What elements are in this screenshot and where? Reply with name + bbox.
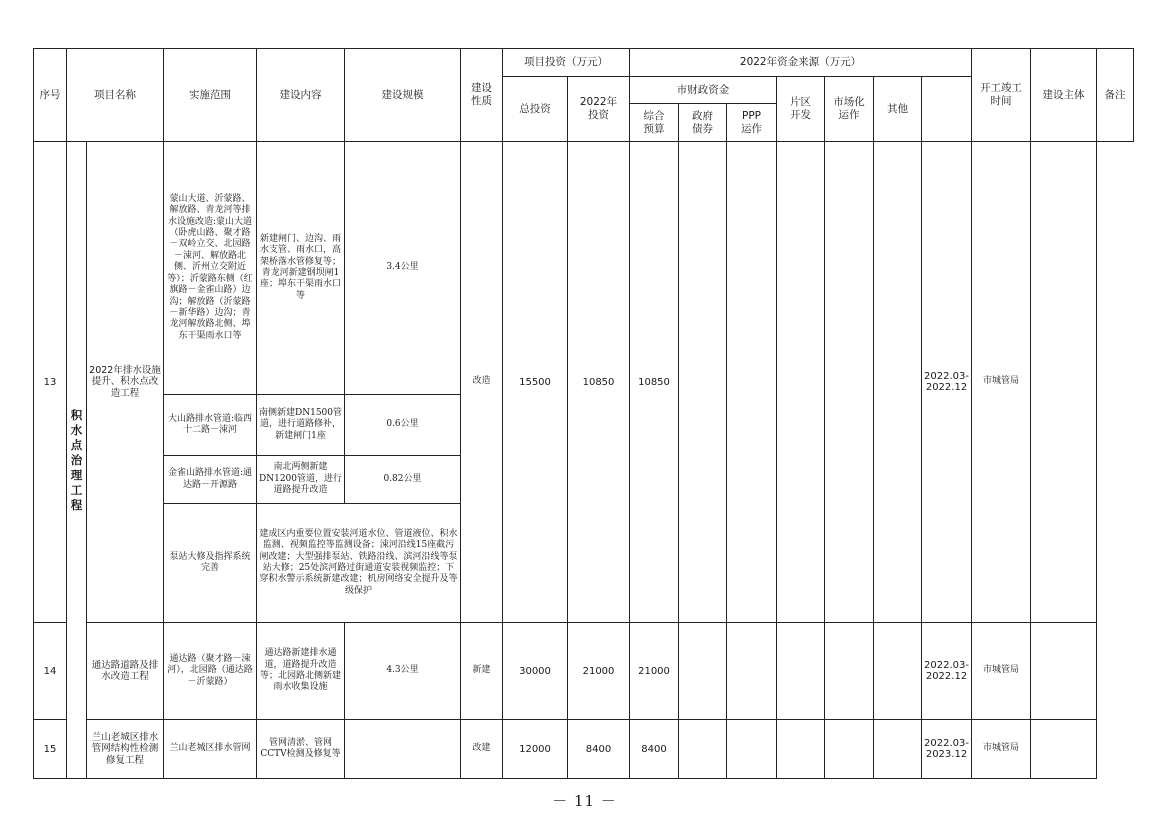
row-14-scope: 通达路（聚才路－涑河），北园路（通达路－沂蒙路）: [164, 623, 257, 720]
row-14-other: [874, 623, 922, 720]
header-total-investment: 总投资: [503, 77, 568, 142]
row-14-market: [825, 623, 874, 720]
row-13-market: [825, 142, 874, 623]
row-15-budget: 8400: [630, 720, 679, 779]
row-13-scale-3: 0.82公里: [345, 456, 461, 504]
header-budget: 综合 预算: [630, 104, 679, 142]
header-city-funds: 市财政资金: [630, 77, 777, 104]
row-15-seq: 15: [34, 720, 67, 779]
header-nature: 建设 性质: [461, 49, 503, 142]
page-number: － 11 －: [552, 792, 617, 810]
row-13-remark: [1031, 142, 1097, 623]
row-14-total: 30000: [503, 623, 568, 720]
row-15-market: [825, 720, 874, 779]
row-13-district: [777, 142, 825, 623]
row-13-2022-investment: 10850: [568, 142, 630, 623]
row-15-scale: [345, 720, 461, 779]
row-15-total: 12000: [503, 720, 568, 779]
row-15-name: 兰山老城区排水管网结构性检测修复工程: [87, 720, 164, 779]
header-scale: 建设规模: [345, 49, 461, 142]
row-15-owner: 市城管局: [972, 720, 1031, 779]
row-13-content-1: 新建闸门、边沟、雨水支管、雨水口，高架桥落水管修复等；青龙河新建钢坝闸1座；埠东干渠雨水口等: [257, 142, 345, 395]
row-13-scope-3: 金雀山路排水管道:通达路－开源路: [164, 456, 257, 504]
header-other: 其他: [874, 77, 922, 142]
row-13-scope-1: 蒙山大道、沂蒙路、解放路、青龙河等排水设施改造:蒙山大道（卧虎山路、聚才路－双岭立交、北园路－涑河、解放路北侧、沂州立交附近等）；沂蒙路东侧（红旗路－金雀山路）边沟；解放路（沂蒙路－新华路）边沟；青龙河解放路北侧、埠东干渠雨水口等: [164, 142, 257, 395]
header-remark: 备注: [1097, 49, 1134, 142]
row-15-ppp: [727, 720, 777, 779]
header-bond: 政府 债券: [679, 104, 727, 142]
row-14-name: 通达路道路及排水改造工程: [87, 623, 164, 720]
header-funding-group: 2022年资金来源（万元）: [630, 49, 972, 77]
header-market: 市场化 运作: [825, 77, 874, 142]
row-13-ppp: [727, 142, 777, 623]
header-schedule: 开工竣工 时间: [972, 49, 1031, 142]
row-13-budget: 10850: [630, 142, 679, 623]
row-13-total: 15500: [503, 142, 568, 623]
row-14-content: 通达路新建排水通道，道路提升改造等；北园路北侧新建雨水收集设施: [257, 623, 345, 720]
row-13-owner: 市城管局: [972, 142, 1031, 623]
row-15-schedule: 2022.03- 2023.12: [922, 720, 972, 779]
row-14-owner: 市城管局: [972, 623, 1031, 720]
row-14-2022-investment: 21000: [568, 623, 630, 720]
header-2022-investment: 2022年 投资: [568, 77, 630, 142]
row-14-budget: 21000: [630, 623, 679, 720]
header-district: 片区 开发: [777, 77, 825, 142]
row-15-other: [874, 720, 922, 779]
row-15-remark: [1031, 720, 1097, 779]
row-15-bond: [679, 720, 727, 779]
investment-table: [33, 48, 1134, 779]
row-13-scope-2: 大山路排水管道:临西十二路－涑河: [164, 395, 257, 456]
row-14-seq: 14: [34, 623, 67, 720]
row-13-other: [874, 142, 922, 623]
row-14-scale: 4.3公里: [345, 623, 461, 720]
header-ppp: PPP 运作: [727, 104, 777, 142]
header-project-name: 项目名称: [67, 49, 164, 142]
row-13-schedule: 2022.03- 2022.12: [922, 142, 972, 623]
row-15-content: 管网清淤、管网CCTV检测及修复等: [257, 720, 345, 779]
row-13-nature: 改造: [461, 142, 503, 623]
row-13-scale-1: 3.4公里: [345, 142, 461, 395]
row-13-content-3: 南北两侧新建DN1200管道，进行道路提升改造: [257, 456, 345, 504]
row-13-content-2: 南侧新建DN1500管道，进行道路修补，新建闸门1座: [257, 395, 345, 456]
header-scope: 实施范围: [164, 49, 257, 142]
row-13-scope-4: 泵站大修及指挥系统完善: [164, 504, 257, 623]
row-13-name: 2022年排水设施提升、积水点改造工程: [87, 142, 164, 623]
row-13-bond: [679, 142, 727, 623]
header-owner: 建设主体: [1031, 49, 1097, 142]
header-content: 建设内容: [257, 49, 345, 142]
row-13-scale-2: 0.6公里: [345, 395, 461, 456]
row-15-nature: 改建: [461, 720, 503, 779]
row-15-scope: 兰山老城区排水管网: [164, 720, 257, 779]
group-label: 积 水 点 治 理 工 程: [67, 142, 87, 779]
row-14-schedule: 2022.03- 2022.12: [922, 623, 972, 720]
row-14-nature: 新建: [461, 623, 503, 720]
row-14-district: [777, 623, 825, 720]
header-investment-group: 项目投资（万元）: [503, 49, 630, 77]
header-seq: 序号: [34, 49, 67, 142]
row-13-seq: 13: [34, 142, 67, 623]
row-15-district: [777, 720, 825, 779]
row-14-remark: [1031, 623, 1097, 720]
row-14-bond: [679, 623, 727, 720]
row-15-2022-investment: 8400: [568, 720, 630, 779]
row-13-content-4: 建成区内重要位置安装河道水位、管道液位、积水监测、视频监控等监测设备；涑河沿线15座截污闸改建；大型强排泵站、铁路沿线、滨河沿线等泵站大修；25处滨河路过街通道安装视频监控；下穿积水警示系统新建改建；机房网络安全提升及等级保护: [257, 504, 461, 623]
row-14-ppp: [727, 623, 777, 720]
